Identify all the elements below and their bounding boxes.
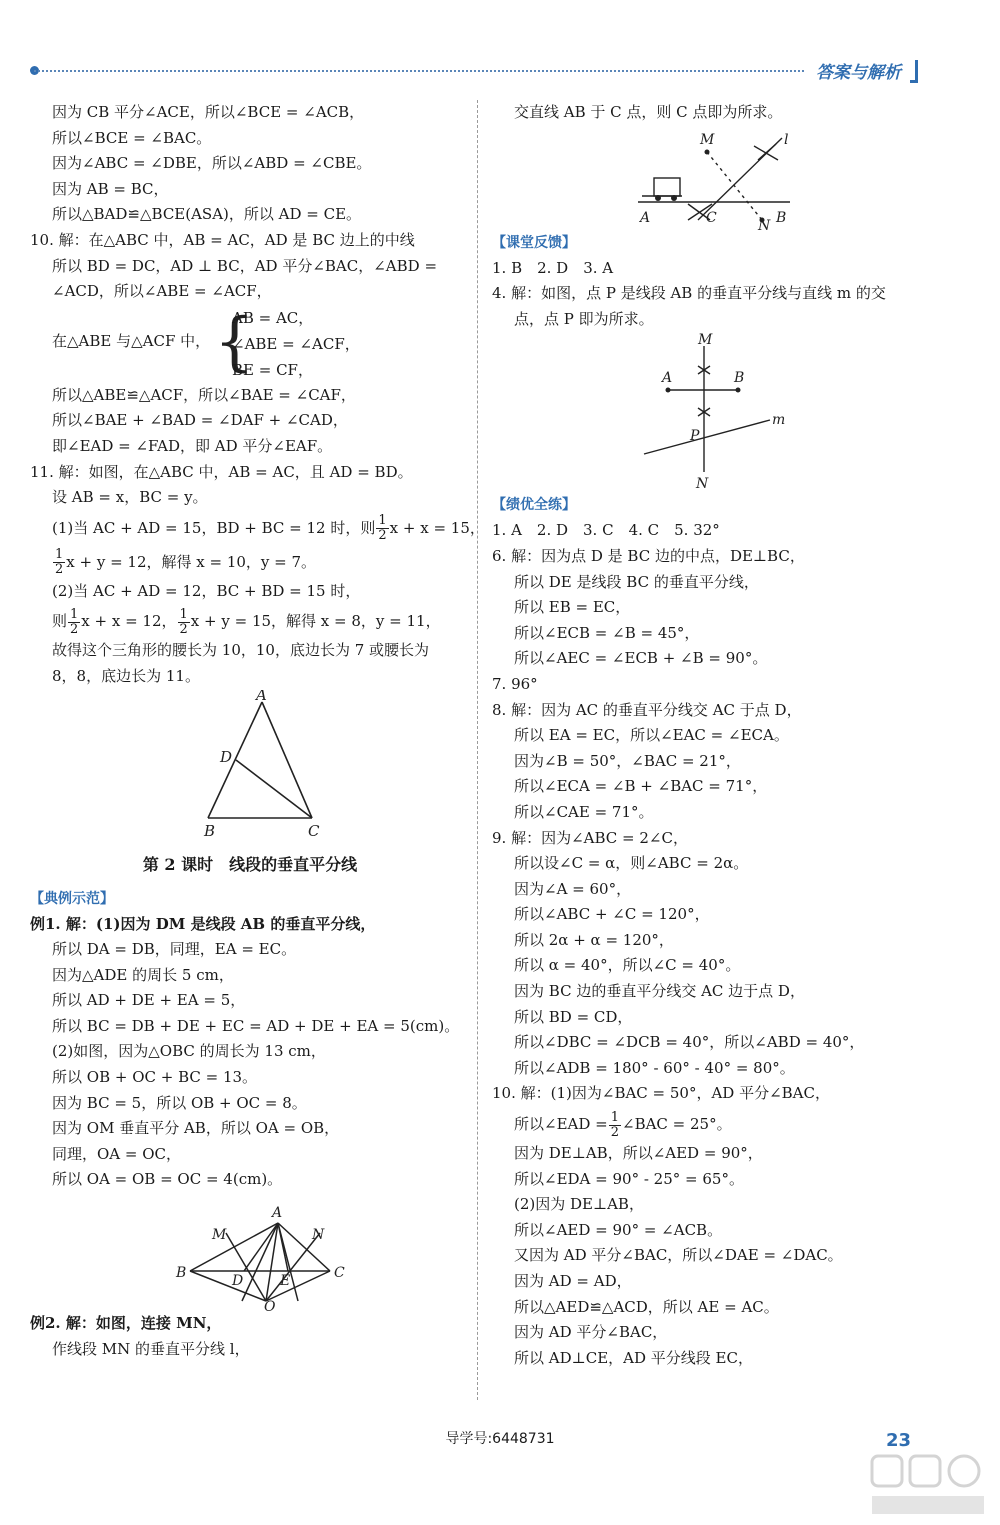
fig-label-P: P xyxy=(690,428,700,445)
q11-head: 11. 解：如图，在△ABC 中，AB = AC，且 AD = BD。 xyxy=(30,462,413,481)
text-span: x + x = 15， xyxy=(389,518,485,537)
text-line: 所以∠BAE + ∠BAD = ∠DAF + ∠CAD， xyxy=(52,411,348,430)
fraction-numerator: 1 xyxy=(55,547,64,563)
fig-label-B: B xyxy=(776,209,787,226)
text-line: 因为∠B = 50°，∠BAC = 21°， xyxy=(514,751,741,770)
text-line: 因为△ADE 的周长 5 cm， xyxy=(52,965,234,984)
header-title: 答案与解析 xyxy=(816,63,901,83)
fraction-half xyxy=(53,548,65,577)
text-span: x + y = 15，解得 x = 8，y = 11， xyxy=(190,612,441,631)
fraction-numerator: 1 xyxy=(378,513,387,529)
q8-head: 8. 解：因为 AC 的垂直平分线交 AC 于点 D， xyxy=(492,700,802,719)
fig-label-M: M xyxy=(212,1227,227,1244)
brace-items xyxy=(232,305,360,383)
text-line: 所以 OA = OB = OC = 4(cm)。 xyxy=(52,1170,283,1189)
fig-label-B: B xyxy=(204,821,216,840)
text-span: (1)当 AC + AD = 15，BD + BC = 12 时，则 xyxy=(52,518,376,537)
fig-label-N: N xyxy=(312,1227,325,1244)
answers-line: 1. B 2. D 3. A xyxy=(492,258,614,277)
brace-item: BE = CF， xyxy=(232,360,313,379)
brace-item: AB = AC， xyxy=(232,308,314,327)
text-line: 因为 OM 垂直平分 AB，所以 OA = OB， xyxy=(52,1119,340,1138)
fraction-denominator: 2 xyxy=(55,562,64,578)
text-line: 所以∠DBC = ∠DCB = 40°，所以∠ABD = 40°， xyxy=(514,1033,865,1052)
fig-label-C: C xyxy=(706,209,717,226)
text-line: 所以△ABE≌△ACF，所以∠BAE = ∠CAF， xyxy=(52,385,356,404)
fig-label-D: D xyxy=(232,1273,244,1290)
fig-label-l: l xyxy=(784,131,789,148)
fig-label-B: B xyxy=(176,1265,187,1282)
text-line: (2)如图，因为△OBC 的周长为 13 cm， xyxy=(52,1042,326,1061)
text-line: 所以 AD⊥CE，AD 平分线段 EC， xyxy=(514,1348,753,1367)
right-column xyxy=(492,100,962,1371)
fraction-half xyxy=(376,514,388,543)
q10-brace-system xyxy=(52,305,470,383)
text-span: 则 xyxy=(52,612,68,631)
text-line: 8，8，底边长为 11。 xyxy=(52,666,200,685)
fraction-numerator: 1 xyxy=(179,606,188,622)
q10-head: 10. 解：在△ABC 中，AB = AC，AD 是 BC 边上的中线 xyxy=(30,230,415,249)
text-line: 作线段 MN 的垂直平分线 l， xyxy=(52,1339,250,1358)
fraction-denominator: 2 xyxy=(378,528,387,544)
example-1-head: 例1. 解：(1)因为 DM 是线段 AB 的垂直平分线， xyxy=(30,914,376,933)
chapter-title: 第 2 课时 线段的垂直平分线 xyxy=(142,854,358,874)
text-line: 即∠EAD = ∠FAD，即 AD 平分∠EAF。 xyxy=(52,436,333,455)
brace-item: ∠ABE = ∠ACF， xyxy=(232,334,360,353)
column-divider xyxy=(477,100,478,1400)
text-line: 所以∠BCE = ∠BAC。 xyxy=(52,128,212,147)
text-line: 因为 DE⊥AB，所以∠AED = 90°， xyxy=(514,1144,763,1163)
example-2-head: 例2. 解：如图，连接 MN， xyxy=(30,1314,222,1333)
fig-label-A: A xyxy=(256,689,267,704)
section-heading: 【课堂反馈】 xyxy=(492,234,576,251)
fraction-numerator: 1 xyxy=(610,1109,619,1125)
fig-label-E: E xyxy=(280,1273,291,1290)
fraction-denominator: 2 xyxy=(610,1124,619,1140)
text-line: 又因为 AD 平分∠BAC，所以∠DAE = ∠DAC。 xyxy=(514,1246,843,1265)
brace-glyph: { xyxy=(214,304,255,379)
q9-head: 9. 解：因为∠ABC = 2∠C， xyxy=(492,828,688,847)
text-span: ∠BAC = 25°。 xyxy=(622,1115,732,1134)
text-line: 所以 DA = DB，同理，EA = EC。 xyxy=(52,940,297,959)
fig-label-m: m xyxy=(772,412,786,429)
text-line: 因为 BC = 5，所以 OB + OC = 8。 xyxy=(52,1093,307,1112)
text-line: 所以∠AED = 90° = ∠ACB。 xyxy=(514,1220,723,1239)
text-line: 同理，OA = OC， xyxy=(52,1144,182,1163)
text-line xyxy=(30,545,470,579)
perpendicular-intersection-figure xyxy=(492,332,962,492)
brace-lead: 在△ABE 与△ACF 中， xyxy=(52,331,211,350)
text-line: 设 AB = x，BC = y。 xyxy=(52,488,208,507)
footer-code: 导学号:6448731 xyxy=(445,1431,555,1447)
header-dotted-rule xyxy=(34,70,804,72)
perpendicular-bisector-figure xyxy=(30,1193,470,1311)
fig-label-A: A xyxy=(272,1205,283,1222)
text-line xyxy=(30,511,485,545)
text-line: 所以△BAD≌△BCE(ASA)，所以 AD = CE。 xyxy=(52,205,362,224)
fraction-denominator: 2 xyxy=(179,621,188,637)
text-line: 所以∠ECA = ∠B + ∠BAC = 71°， xyxy=(514,777,768,796)
page-number: 23 xyxy=(886,1430,912,1451)
fig-label-C: C xyxy=(308,821,320,840)
fig-label-N: N xyxy=(758,217,771,230)
text-line: 所以∠ECB = ∠B = 45°， xyxy=(514,623,700,642)
text-line: 所以△AED≌△ACD，所以 AE = AC。 xyxy=(514,1297,779,1316)
text-line: 因为∠A = 60°， xyxy=(514,879,632,898)
fig-label-A: A xyxy=(662,370,673,387)
fraction-half xyxy=(609,1111,621,1140)
text-line: 所以 DE 是线段 BC 的垂直平分线， xyxy=(514,572,759,591)
text-line: 因为 BC 边的垂直平分线交 AC 边于点 D， xyxy=(514,982,805,1001)
text-line: 所以∠ABC + ∠C = 120°， xyxy=(514,905,710,924)
text-line: 所以 OB + OC + BC = 13。 xyxy=(52,1068,258,1087)
fig-label-M: M xyxy=(700,131,715,148)
fig-label-C: C xyxy=(334,1265,345,1282)
answers-line: 1. A 2. D 3. C 4. C 5. 32° xyxy=(492,521,720,540)
text-line: 因为 AD 平分∠BAC， xyxy=(514,1323,668,1342)
text-line: 所以∠AEC = ∠ECB + ∠B = 90°。 xyxy=(514,649,768,668)
text-line: 所以 2α + α = 120°， xyxy=(514,930,674,949)
fraction-half xyxy=(178,608,190,637)
header-bracket xyxy=(910,60,918,83)
fig-label-A: A xyxy=(640,209,651,226)
fraction-numerator: 1 xyxy=(70,606,79,622)
text-line: 因为 AB = BC， xyxy=(52,179,169,198)
text-line xyxy=(30,604,470,638)
section-heading: 【绩优全练】 xyxy=(492,497,576,514)
q6-head: 6. 解：因为点 D 是 BC 边的中点，DE⊥BC， xyxy=(492,546,805,565)
q7-answer: 7. 96° xyxy=(492,674,538,693)
text-line: 所以 EA = EC，所以∠EAC = ∠ECA。 xyxy=(514,726,789,745)
q4-head: 4. 解：如图，点 P 是线段 AB 的垂直平分线与直线 m 的交 xyxy=(492,284,886,303)
bisector-road-figure xyxy=(492,126,962,230)
text-line xyxy=(492,1107,962,1141)
text-line: 所以∠ADB = 180° - 60° - 40° = 80°。 xyxy=(514,1058,795,1077)
fig-label-D: D xyxy=(220,747,233,766)
text-line: 所以 AD + DE + EA = 5， xyxy=(52,991,246,1010)
text-span: x + y = 12，解得 x = 10，y = 7。 xyxy=(66,552,317,571)
fig-label-O: O xyxy=(264,1299,276,1312)
text-line: 因为 CB 平分∠ACE，所以∠BCE = ∠ACB， xyxy=(52,103,365,121)
triangle-figure xyxy=(30,690,470,840)
text-line: (2)因为 DE⊥AB， xyxy=(514,1195,644,1214)
text-line: 所以 EB = EC， xyxy=(514,598,631,617)
fraction-denominator: 2 xyxy=(70,621,79,637)
section-heading: 【典例示范】 xyxy=(30,890,114,907)
text-line: ∠ACD，所以∠ABE = ∠ACF， xyxy=(52,282,272,301)
text-span: x + x = 12， xyxy=(81,612,177,631)
text-line: 交直线 AB 于 C 点，则 C 点即为所求。 xyxy=(514,103,783,121)
text-line: 所以 BC = DB + DE + EC = AD + DE + EA = 5(cm)。 xyxy=(52,1016,460,1035)
text-line: 所以 BD = CD， xyxy=(514,1007,633,1026)
fig-label-M: M xyxy=(698,332,713,349)
fig-label-N: N xyxy=(696,476,709,493)
text-line: (2)当 AC + AD = 12，BC + BD = 15 时， xyxy=(52,581,361,600)
text-line: 所以 α = 40°，所以∠C = 40°。 xyxy=(514,956,741,975)
text-line: 因为 AD = AD， xyxy=(514,1272,632,1290)
watermark-logo xyxy=(868,1450,988,1520)
fraction-half xyxy=(68,608,80,637)
q10-head: 10. 解：(1)因为∠BAC = 50°，AD 平分∠BAC， xyxy=(492,1084,830,1103)
text-line: 所以设∠C = α，则∠ABC = 2α。 xyxy=(514,854,749,873)
text-line: 所以∠CAE = 71°。 xyxy=(514,802,654,821)
text-line: 故得这个三角形的腰长为 10，10，底边长为 7 或腰长为 xyxy=(52,641,430,660)
text-line: 所以 BD = DC，AD ⊥ BC，AD 平分∠BAC，∠ABD = xyxy=(52,256,438,275)
text-line: 所以∠EDA = 90° - 25° = 65°。 xyxy=(514,1169,744,1188)
left-column xyxy=(30,100,485,1362)
fig-label-B: B xyxy=(734,370,745,387)
text-span: 所以∠EAD = xyxy=(514,1115,608,1134)
text-line: 点，点 P 即为所求。 xyxy=(514,309,654,328)
text-line: 因为∠ABC = ∠DBE，所以∠ABD = ∠CBE。 xyxy=(52,154,372,173)
